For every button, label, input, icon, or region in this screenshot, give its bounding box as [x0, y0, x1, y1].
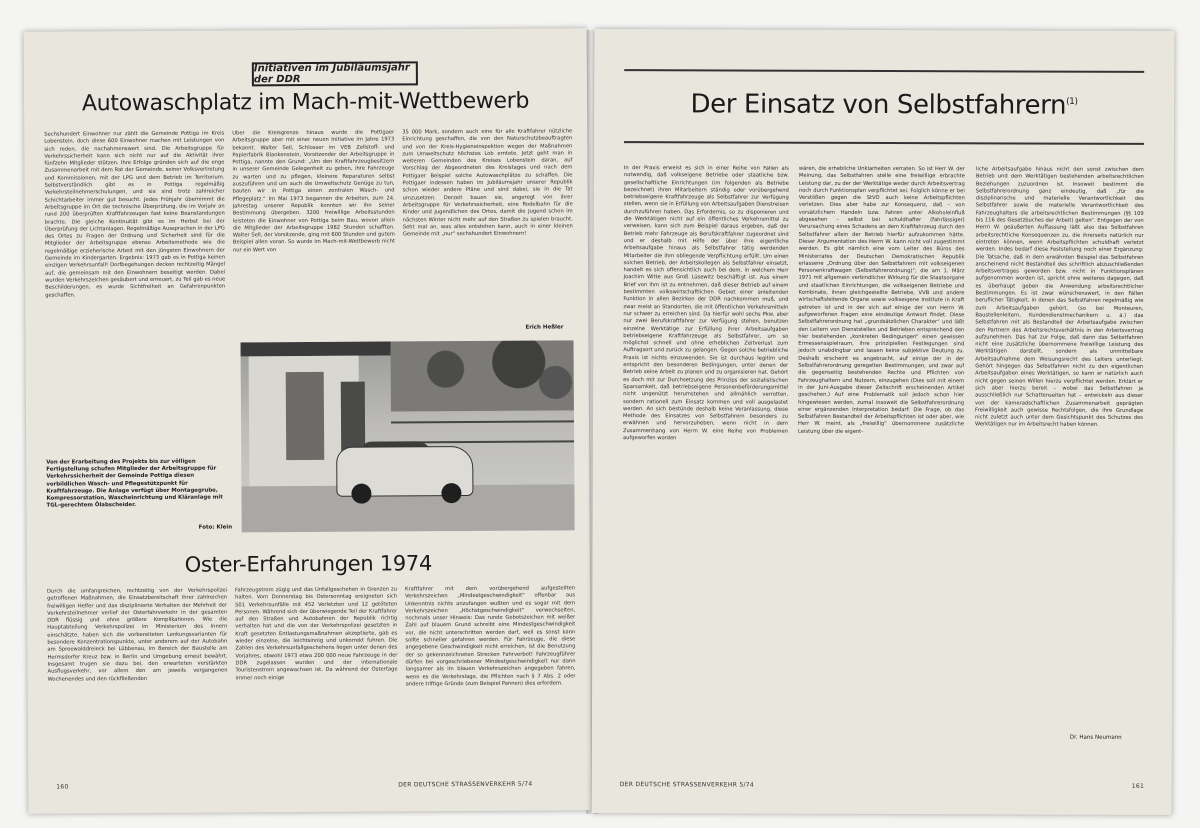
footer-left: DER DEUTSCHE STRASSENVERKEHR 5/74: [398, 780, 533, 789]
article-column-2: wären, die erhebliche Unklarheiten verraten. So ist Herr W. der Meinung, das Selbstfahren stelle eine freiwillige erbrachte Leistung dar, zu der der Werktätige weder durch Arbeitsvertrag noch durch Funktionsplan verpflichtet sei. Folglich könne er bei Verstößen gegen die StVO auch keine Arbeitspflichten verletzen. Dies aber habe zur Konsequenz, daß – von vorsätzlichem Handeln bzw. Fahren unter Alkoholeinfluß abgesehen – selbst bei schuldhafter (fahrlässiger) Verursachung eines Schadens an dem Kraftfahrzeug durch den Selbstfahrer allein der Betrieb hierfür aufzukommen hätte. Dieser Argumentation des Herrn W. kann nicht voll zugestimmt werden. Es gibt nämlich eine vom Leiter des Büros des Ministerrates der Deutschen Demokratischen Republik erlassene „Ordnung über den Selbstfahrern mit volkseigenen Personenkraftwagen (Selbstfahrerordnung)“, die am 1. März 1971 mit allgemein verbindlicher Wirkung für die Staatsorgane und staatlichen Einrichtungen, die volkseigenen Betriebe und Kombinate, ihnen gleichgestellte Betriebe, VVB und andere wirtschaftsleitende Organe sowie volkseigene Institute in Kraft getreten ist und in der sich auf einige der von Herrn W. aufgeworfenen Fragen eine eindeutige Antwort findet. Diese Selbstfahrerordnung hat „grundsätzlichen Charakter“ und läßt den Leitern von Dienststellen und Betrieben entsprechend den hier bestehenden „konkreten Bedingungen“ einen gewissen Ermessensspielraum, ihre prinzipiellen Festlegungen sind jedoch unabdingbar und lassen keine subjektive Deutung zu. Deshalb erscheint es angebracht, auf einige der in der Selbstfahrerordnung geregelten Bestimmungen, und zwar auf die gegenseitig bestehenden Rechte und Pflichten von Fahrzeughaltern und Nutzern, einzugehen (Dies soll mit einem in der Juni-Ausgabe dieser Zeitschrift erscheinenden Artikel geschehen.) Auf eine Problematik soll jedoch schon hier hingewiesen werden, zumal insoweit die Selbstfahrerordnung einer ergänzenden Interpretation bedarf: Die Frage, ob das Selbstfahren Bestandteil der Arbeitspflichten ist oder aber, wie Herr W. meint, als „freiwillig“ übernommene zusätzliche Leistung über die eigent-: [797, 165, 965, 435]
article-column-3: liche Arbeitsaufgabe hinaus nicht den sonst zwischen dem Betrieb und dem Werktätigen bestehenden arbeitsrechtlichen Beziehungen zuzuordnen ist. Insoweit bestimmt die Selbstfahrerordnung ganz eindeutig, daß „für die disziplinarische und materielle Verantwortlichkeit des Selbstfahrer sowie die materielle Verantwortlichkeit des Fahrzeughalters die arbeitsrechtlichen Bestimmungen (§§ 109 bis 116 des Gesetzbuches der Arbeit) gelten“. Entgegen der von Herrn W. geäußerten Auffassung läßt also das Selbstfahren arbeitsrechtliche Konsequenzen zu, die ihrerseits natürlich nur eintreten können, wenn Arbeitspflichten schuldhaft verletzt werden. Indes bedarf diese Feststellung noch einer Ergänzung: Die Tatsache, daß in dem erwähnten Beispiel das Selbstfahren anscheinend nicht Bestandteil des schriftlich abzuschließenden Arbeitsvertrages geworden bzw. nicht in Funktionsplänen aufgenommen worden ist, spricht ohne weiteres dagegen, daß es überhaupt geben die Anwendung arbeitsrechtlicher Bestimmungen. Es ist zwar wünschenswert, in den Fällen beruflicher Tätigkeit, in denen das Selbstfahren regelmäßig wie zum Arbeitsaufgaben gehört, (so bei Monteuren, Baustellenleitern, Kundendienstmechanikern u. ä.) das Selbstfahren mit als Bestandteil der Arbeitsaufgabe zwischen den Partnern des Arbeitsrechtsverhältnis in den Arbeitsvertrag aufzunehmen. Das hat zur Folge, daß dann das Selbstfahren nicht eine zusätzliche übernommene freiwillige Leistung des Werktätigen darstellt, sondern als unmittelbare Arbeitsaufnahme dem Weisungsrecht des Leiters unterliegt. Gehört hingegen das Selbstfahren nicht zu den eigentlichen Arbeitsaufgaben eines Werktätigen, so kann er natürlich auch nicht gegen seinen Willen hierzu verpflichtet werden. Erklärt er sich aber hierzu bereit – wobei das Selbstfahren ja ausschließlich nur Schattenseiten hat – entwickeln aus dieser von der kameradschaftlichen Zusammenarbeit geprägten Freiwilligkeit auch gewisse Rechtsfolgen, die ihre Grundlage nicht zuletzt auch unter dem Gesichtspunkt des Schutzes des Werktätigen nur im Arbeitsrecht haben können.: [974, 166, 1144, 429]
article-column-1: In der Praxis erweist es sich in einer Reihe von Fällen als notwendig, daß volkseigene Betriebe oder staatliche bzw. gesellschaftliche Einrichtungen (im folgenden als Betriebe bezeichnet) ihren Mitarbeitern ständig oder vorübergehend betriebseigene Kraftfahrzeuge als Selbstfahrer zur Verfügung stellen, wenn sie in Erfüllung von Arbeitsaufgaben Dienstreisen durchzuführen haben. Das Erfordernis, so zu disponieren und die Werktätigen nicht auf ein öffentliches Verkehrsmittel zu verweisen, kann sich zum Beispiel daraus ergeben, daß der Betrieb mehr Fahrzeuge als Berufskraftfahrer zugeordnet sind und er deshalb mit Hilfe der über ihre eigentliche Arbeitsaufgabe hinaus als Selbstfahrer tätig werdenden Mitarbeiter die ihm obliegende Verpflichtung erfüllt. Um einen solchen Betrieb, der Arbeitskollegen als Selbstfahrer einsetzt, handelt es sich offensichtlich auch bei dem, in welchem Herr Joachim Witte aus Groß Lüsewitz beschäftigt ist. Aus einem Brief von ihm ist zu entnehmen, daß dieser Betrieb auf einem bestimmten volkswirtschaftlichen Gebiet einer anleitenden Funktion in allen Bezirken der DDR nachkommen muß, und zwar meist an Standorten, die mit öffentlichen Verkehrsmitteln nur schwer zu erreichen sind. Da hierfür wohl sechs Pkw, aber nur zwei Berufskraftfahrer zur Verfügung stehen, benutzen einzelne Werktätige zur Erfüllung ihrer Arbeitsaufgaben betriebseigene Kraftfahrzeuge als Selbstfahrer, um so möglichst schnell und ohne erheblichen Zeitverlust zum Auftragsort und zurück zu gelangen. Gegen solche betriebliche Praxis ist nichts einzuwenden. Sie ist durchaus legitim und entspricht den besonderen Bedingungen, unter denen der Betrieb seine Arbeit zu planen und zu organisieren hat. Gehört es doch mit zur Durchsetzung des Prinzips der sozialistischen Sparsamkeit, daß betriebseigene Personenbeförderungsmittel nicht ungenützt herumstehen und allmählich verrotten, sondern rationell zum Einsatz kommen und voll ausgelastet werden. An sich bestünde deshalb keine Veranlassung, diese Methode des Einsatzes von Selbstfahrern besonders zu erwähnen und hervorzuheben, wenn nicht in dem Zusammenhang von Herrn W. eine Reihe von Problemen aufgeworfen worden: [622, 165, 789, 442]
page-number-right: 161: [1131, 782, 1145, 790]
article-headline-selbstfahrer: [594, 89, 1174, 121]
headline-text: Der Einsatz von Selbstfahrern: [690, 89, 1067, 121]
article2-column-2: Fahrzeugstrom zügig und das Unfallgeschehen in Grenzen zu halten. Vom Donnerstag bis Ostersonntag ereigneten sich 501 Verkehrsunfälle mit 452 Verletzten und 12 getöteten Personen. Während sich der überwiegende Teil der Kraftfahrer auf den Straßen und Autobahnen der Republik richtig verhalten hat und die von der Verkehrspolizei gesetzten in Kraft gesetzten Entlastungsmaßnahmen akzeptierte, gab es wieder einzelne, die leichtsinnig und unkorrekt fuhren. Die Zahlen des Verkehrsunfallgeschehens liegen unter denen des Vorjahres, obwohl 1973 etwa 200 000 neue Fahrzeuge in der DDR zugelassen wurden und der internationale Touristenstrom angewachsen ist. Da während der Ostertage immer noch einige: [235, 586, 398, 682]
left-page: [24, 28, 592, 813]
article-column-3: 35 000 Mark, sondern auch eine für alle Kraftfahrer nützliche Einrichtung geschaffen, die von den Naturschutzbeauftragten und von der Kreis-Hygieneinspektion wegen der Maßnahmen zum Umweltschutz höchstes Lob erntete. Jetzt geht man in weiteren Gemeinden des Kreises Lobenstein daran, auf Vorschlag der Abgeordneten des Kreistages und nach dem Pottigaer Beispiel solche Autowaschplätze zu schaffen. Die Pottigaer indessen haben im Jubiläumsjahr unserer Republik schon wieder andere Pläne und sind dabei, sie in die Tat umzusetzen. Derzeit bauen sie, angeregt von ihrer Arbeitsgruppe für Verkehrssicherheit, eine Rodelbahn für die Kinder und Jugendlichen des Ortes, damit die Jugend schon im nächsten Winter nicht mehr auf den Straßen zu spielen braucht. Seht mal an, was alles entstehen kann, auch in einer kleinen Gemeinde mit „nur“ sechshundert Einwohnern!: [402, 128, 573, 238]
right-page: [592, 29, 1175, 815]
article2-column-3: Kraftfahrer mit dem vorübergehend aufgestellten Verkehrszeichen „Mindestgeschwindigkeit“ offenbar aus Unkenntnis nichts anzufangen wußten und es sogar mit dem Verkehrszeichen „Höchstgeschwindigkeit“ verwechselten, nochmals unser Hinweis: Das runde Gebotszeichen mit weißer Zahl auf blauem Grund schreibt eine Mindestgeschwindigkeit vor, die nicht unterschritten werden darf, weil es sonst kann sollte schneller gefahren werden. Für Fahrzeuge, die diese angegebene Geschwindigkeit nicht erreichen, ist die Benutzung der so gekennzeichneten Strecken Fahrverbot! Fahrzeugführer dürfen bei vorgeschriebener Mindestgeschwindigkeit nur dann langsamer als im blauen Verkehrszeichen angegeben fahren, wenn es die Verkehrslage, die Pflichten nach § 7 Abs. 2 oder andere triftige Gründe (zum Beispiel Pannen) dies erfordern.: [405, 585, 576, 688]
footer-right: DER DEUTSCHE STRASSENVERKEHR 5/74: [619, 781, 755, 789]
article-column-1: Sechshundert Einwohner nur zählt die Gemeinde Pottiga im Kreis Lobenstein, doch diese 600 Einwohner machen mit Leistungen von sich reden, die nachahmenswert sind. Die Arbeitsgruppe für Verkehrssicherheit kann sich nicht nur auf die Aktivität ihrer fünfzehn Mitglieder stützen. Ihre Erfolge gründen sich auf die enge Zusammenarbeit mit dem Rat der Gemeinde, seiner Volksvertretung und Kommissionen, mit der LPG und dem Betrieb im Territorium. Selbstverständlich gibt es in Pottiga regelmäßig Verkehrsteilnehmerschulungen, und sie sind trotz zahlreicher Schichtarbeiter immer gut besucht. Jedes Frühjahr übernimmt die Arbeitsgruppe im Ort die technische Überprüfung, die im Vorjahr an rund 200 überprüften Kraftfahrzeugen fast keine Beanstandungen brachte. Die gleiche Kontinuität gibt es im Herbst bei der Überprüfung der Lichtanlagen. Regelmäßige Aussprachen in der LPG des Ortes zu Fragen der Ordnung und Sicherheit sind für die Mitglieder der Arbeitsgruppe ebenso Arbeitsmethode wie die regelmäßige erzieherische Arbeit mit den jüngsten Einwohnern der Gemeinde im Kindergarten. Ergebnis: 1973 gab es in Pottiga keinen einzigen Verkehrsunfall! Dorfbegehungen decken rechtzeitig Mängel auf, die gemeinsam mit den Einwohnern beseitigt werden. Dabei wurden Verkehrszeichen gesäubert und erneuert, zu Teil gab es neue Beschilderungen, es wurde Sichtfreiheit an Gefahrenpunkten geschaffen.: [44, 130, 226, 299]
top-rule: [624, 69, 1144, 73]
article-column-2: Über die Kreisgrenze hinaus wurde die Pottigaer Arbeitsgruppe aber mit einer neuen Initiative im Jahre 1973 bekannt. Walter Sell, Schlosser im VEB Zellstoff- und Papierfabrik Blankenstein, Vorsitzender der Arbeitsgruppe in Pottiga, nannte den Grund: „Um den Kraftfahrzeugbesitzern in unserer Gemeinde Gelegenheit zu geben, ihre Fahrzeuge zu warten und zu pflegen, kleinere Reparaturen selbst auszuführen und um auch die Umweltschutz Genüge zu tun, bauten wir in Pottiga einen zentralen Wasch- und Pflegeplatz.“ Im Mai 1973 begannen die Arbeiten, zum 24. Jahrestag unserer Republik konnten wir ihn seiner Bestimmung übergeben. 3200 freiwillige Arbeitsstunden leisteten die Einwohner von Pottiga beim Bau, wovon allein die Mitglieder der Arbeitsgruppe 1982 Stunden schafften. Walter Sell, der Vorsitzende, ging mit 600 Stunden und gutem Beispiel allen voran. So wurde im Mach-mit-Wettbewerb nicht nur ein Wert von: [232, 129, 395, 254]
car-wash-photo: [241, 340, 575, 532]
article-headline-autowaschplatz: Autowaschplatz im Mach-mit-Wettbewerb: [81, 88, 530, 117]
author-signature: Dr. Hans Neumann: [1069, 734, 1122, 741]
article-headline-oster: Oster-Erfahrungen 1974: [184, 551, 433, 577]
photo-credit: Foto: Klein: [198, 524, 233, 531]
photo-caption: Von der Erarbeitung des Projekts bis zur völligen Fertigstellung schufen Mitglieder der Arbeitsgruppe für Verkehrssicherheit der Gemeinde Pottiga diesen vorbildlichen Wasch- und Pflegestützpunkt für Kraftfahrzeuge. Die Anlage verfügt über Montagegrube, Kompressorstation, Wascheinrichtung und Kläranlage mit TGL-gerechtem Ölabscheider.: [46, 458, 223, 509]
section-kicker: Initiativen im Jubiläumsjahr der DDR: [252, 61, 418, 86]
headline-footnote-mark: (1): [1066, 96, 1078, 108]
headline-rule: [624, 141, 1144, 145]
article2-column-1: Durch die umfangreichen, rechtzeitig von der Verkehrspolizei getroffenen Maßnahmen, die Einsatzbereitschaft ihrer zahlreichen freiwilligen Helfer und das disziplinierte Verhalten der Mehrheit der Verkehrsteilnehmer verlief der Osterfahrverkehr in der gesamten DDR flüssig und ohne größere Komplikationen. Wie die Hauptabteilung Verkehrspolizei im Ministerium des Innern einschätzte, haben sich die vorbereiteten Lenkungsvarianten für besondere Konzentrationspunkte, unter anderem auf der Autobahn am Spreewalddreieck bei Lübbenau, im Bereich der Baustelle am Hermsdorfer Kreuz bzw. in Berlin und Umgebung erneut bewährt. Insgesamt trugen sie dazu bei, den erwarteten verstärkten Ausflugsverkehr, vor allem den am jeweils vergangenen Wochenendes und den rückfließenden: [47, 587, 228, 683]
page-number-left: 160: [56, 783, 69, 791]
author-signature: Erich Heßler: [525, 324, 564, 331]
